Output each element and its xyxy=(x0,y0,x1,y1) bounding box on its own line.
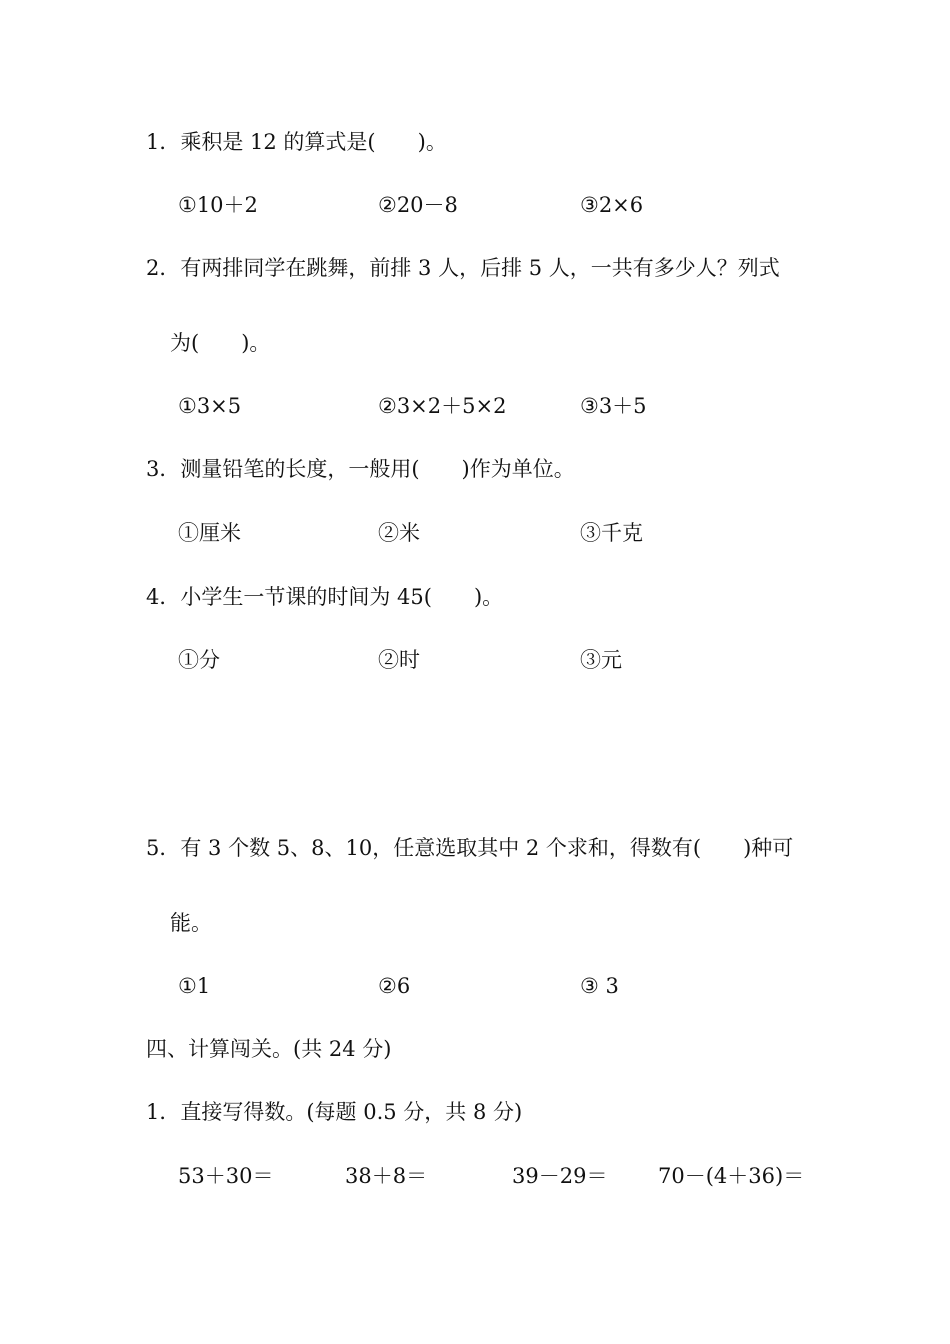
section-4-subquestion-1: 1．直接写得数。(每题 0.5 分，共 8 分) xyxy=(146,1100,523,1124)
question-4-text: 4．小学生一节课的时间为 45( )。 xyxy=(146,585,504,609)
question-1-option-2: ②20－8 xyxy=(378,193,458,217)
question-5-option-3: ③ 3 xyxy=(580,974,619,998)
section-4-title: 四、计算闯关。(共 24 分) xyxy=(146,1037,392,1061)
question-5-continuation: 能。 xyxy=(170,911,212,935)
question-5-option-1: ①1 xyxy=(178,974,211,998)
question-5-text: 5．有 3 个数 5、8、10，任意选取其中 2 个求和，得数有( )种可 xyxy=(146,836,794,860)
calc-expression-3: 39－29＝ xyxy=(512,1164,608,1188)
question-1-option-1: ①10＋2 xyxy=(178,193,258,217)
question-2-option-3: ③3＋5 xyxy=(580,394,647,418)
question-2-text: 2．有两排同学在跳舞，前排 3 人，后排 5 人，一共有多少人？列式 xyxy=(146,256,780,280)
question-4-option-3: ③元 xyxy=(580,648,622,672)
calc-expression-2: 38＋8＝ xyxy=(345,1164,428,1188)
question-2-option-2: ②3×2＋5×2 xyxy=(378,394,507,418)
question-4-option-2: ②时 xyxy=(378,648,420,672)
question-2-option-1: ①3×5 xyxy=(178,394,242,418)
question-3-option-3: ③千克 xyxy=(580,521,643,545)
question-3-text: 3．测量铅笔的长度，一般用( )作为单位。 xyxy=(146,457,575,481)
question-4-option-1: ①分 xyxy=(178,648,220,672)
question-2-continuation: 为( )。 xyxy=(170,331,271,355)
question-3-option-1: ①厘米 xyxy=(178,521,241,545)
calc-expression-1: 53＋30＝ xyxy=(178,1164,274,1188)
question-3-option-2: ②米 xyxy=(378,521,420,545)
calc-expression-4: 70－(4＋36)＝ xyxy=(658,1164,805,1188)
question-1-text: 1．乘积是 12 的算式是( )。 xyxy=(146,130,447,154)
question-1-option-3: ③2×6 xyxy=(580,193,644,217)
question-5-option-2: ②6 xyxy=(378,974,411,998)
